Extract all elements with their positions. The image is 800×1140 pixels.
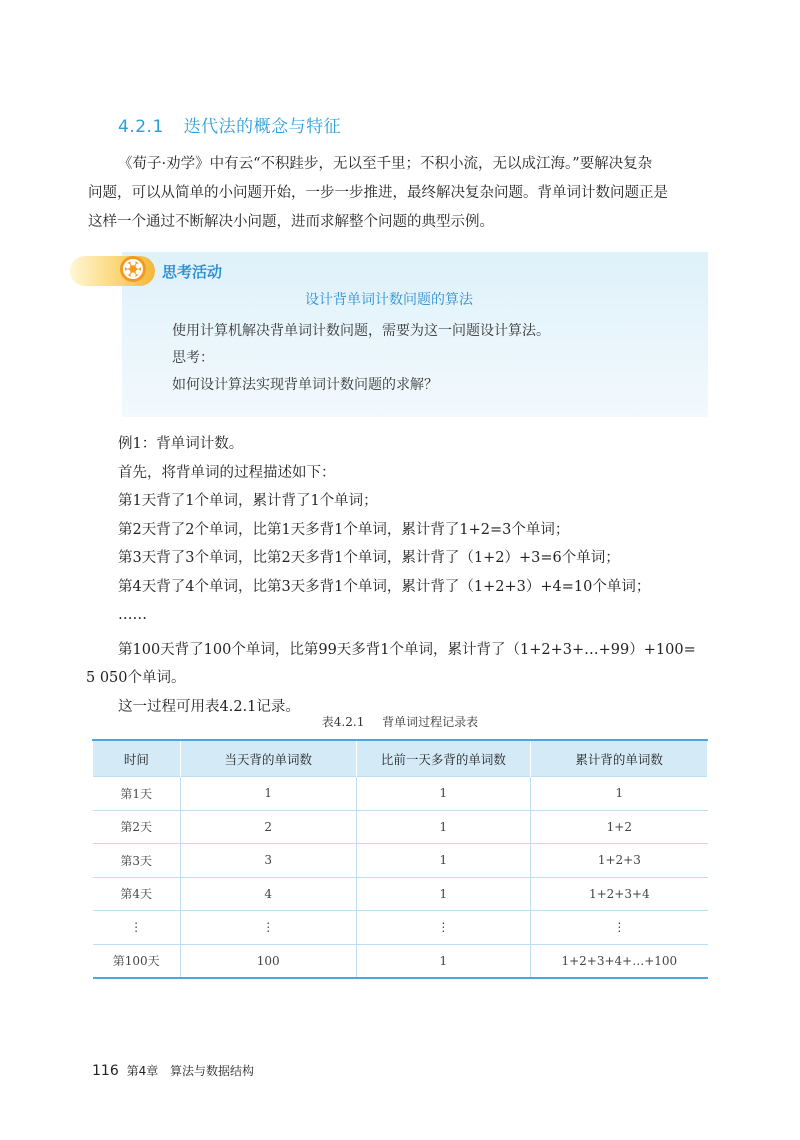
thinking-activity-box — [70, 252, 708, 417]
table-header-row — [93, 740, 708, 777]
example-line: 首先，将背单词的过程描述如下： — [118, 464, 336, 481]
table-cell: 1 — [356, 844, 531, 878]
example-line: 第3天背了3个单词，比第2天多背1个单词，累计背了（1+2）+3=6个单词； — [118, 550, 620, 566]
table-cell: 1 — [180, 777, 356, 811]
thinking-header — [70, 254, 270, 288]
example-record-note: 这一过程可用表4.2.1记录。 — [118, 698, 300, 715]
thinking-title: 设计背单词计数问题的算法 — [305, 292, 473, 308]
table-cell: 1+2 — [531, 810, 708, 844]
example-day100-line: 第100天背了100个单词，比第99天多背1个单词，累计背了（1+2+3+…+99）+100= — [118, 641, 696, 658]
table-cell: 第4天 — [93, 877, 181, 911]
example-line: 第1天背了1个单词，累计背了1个单词； — [118, 493, 378, 509]
example-section — [86, 430, 718, 721]
column-header: 时间 — [93, 740, 181, 777]
table-cell: 2 — [180, 810, 356, 844]
intro-line: 《荀子·劝学》中有云“不积跬步，无以至千里；不积小流，无以成江海。”要解决复杂 — [118, 156, 653, 172]
table-row — [93, 911, 708, 945]
table-cell: ⋮ — [356, 911, 531, 945]
intro-paragraph — [88, 150, 708, 237]
table-cell: 100 — [180, 944, 356, 978]
table-cell: 第1天 — [93, 777, 181, 811]
thinking-body — [172, 318, 692, 399]
example-line: 第4天背了4个单词，比第3天多背1个单词，累计背了（1+2+3）+4=10个单词； — [118, 578, 651, 595]
table-row — [93, 777, 708, 811]
example-heading: 例1：背单词计数。 — [118, 436, 244, 452]
chapter-number: 第4章 — [126, 1064, 159, 1078]
records-table — [92, 739, 708, 979]
thinking-line: 思考： — [172, 350, 214, 366]
thinking-line: 如何设计算法实现背单词计数问题的求解？ — [172, 377, 438, 393]
table-row — [93, 810, 708, 844]
chapter-title: 算法与数据结构 — [170, 1064, 255, 1078]
table-row — [93, 844, 708, 878]
table-cell: 第3天 — [93, 844, 181, 878]
example-day100-total: 5 050个单词。 — [86, 670, 186, 686]
section-heading — [118, 112, 341, 137]
table-cell: 4 — [180, 877, 356, 911]
table-caption — [0, 713, 800, 730]
table-cell: 第100天 — [93, 944, 181, 978]
table-cell: 1 — [356, 944, 531, 978]
table-cell: ⋮ — [531, 911, 708, 945]
table-cell: 1 — [356, 777, 531, 811]
column-header: 当天背的单词数 — [180, 740, 356, 777]
example-line: 第2天背了2个单词，比第1天多背1个单词，累计背了1+2=3个单词； — [118, 521, 570, 538]
table-cell: 1+2+3+4 — [531, 877, 708, 911]
gear-flower-icon — [118, 254, 148, 284]
table-cell: ⋮ — [180, 911, 356, 945]
table-cell: 第2天 — [93, 810, 181, 844]
table-row — [93, 877, 708, 911]
section-number: 4.2.1 — [118, 117, 164, 137]
section-title: 迭代法的概念与特征 — [183, 117, 342, 137]
intro-line: 问题，可以从简单的小问题开始，一步一步推进，最终解决复杂问题。背单词计数问题正是 — [88, 185, 668, 201]
page-footer — [92, 1062, 254, 1079]
table-caption-title: 背单词过程记录表 — [382, 715, 479, 729]
table-caption-number: 表4.2.1 — [321, 715, 365, 729]
thinking-label: 思考活动 — [162, 263, 223, 281]
column-header: 比前一天多背的单词数 — [356, 740, 531, 777]
table-cell: 3 — [180, 844, 356, 878]
table-cell: 1+2+3 — [531, 844, 708, 878]
table-cell: 1 — [356, 810, 531, 844]
example-ellipsis: …… — [118, 607, 147, 623]
table-cell: ⋮ — [93, 911, 181, 945]
thinking-line: 使用计算机解决背单词计数问题，需要为这一问题设计算法。 — [172, 323, 550, 339]
table-cell: 1 — [356, 877, 531, 911]
page-number: 116 — [92, 1063, 119, 1079]
table-cell: 1 — [531, 777, 708, 811]
column-header: 累计背的单词数 — [531, 740, 708, 777]
table-row — [93, 944, 708, 978]
table-cell: 1+2+3+4+…+100 — [531, 944, 708, 978]
intro-line: 这样一个通过不断解决小问题，进而求解整个问题的典型示例。 — [88, 214, 494, 230]
